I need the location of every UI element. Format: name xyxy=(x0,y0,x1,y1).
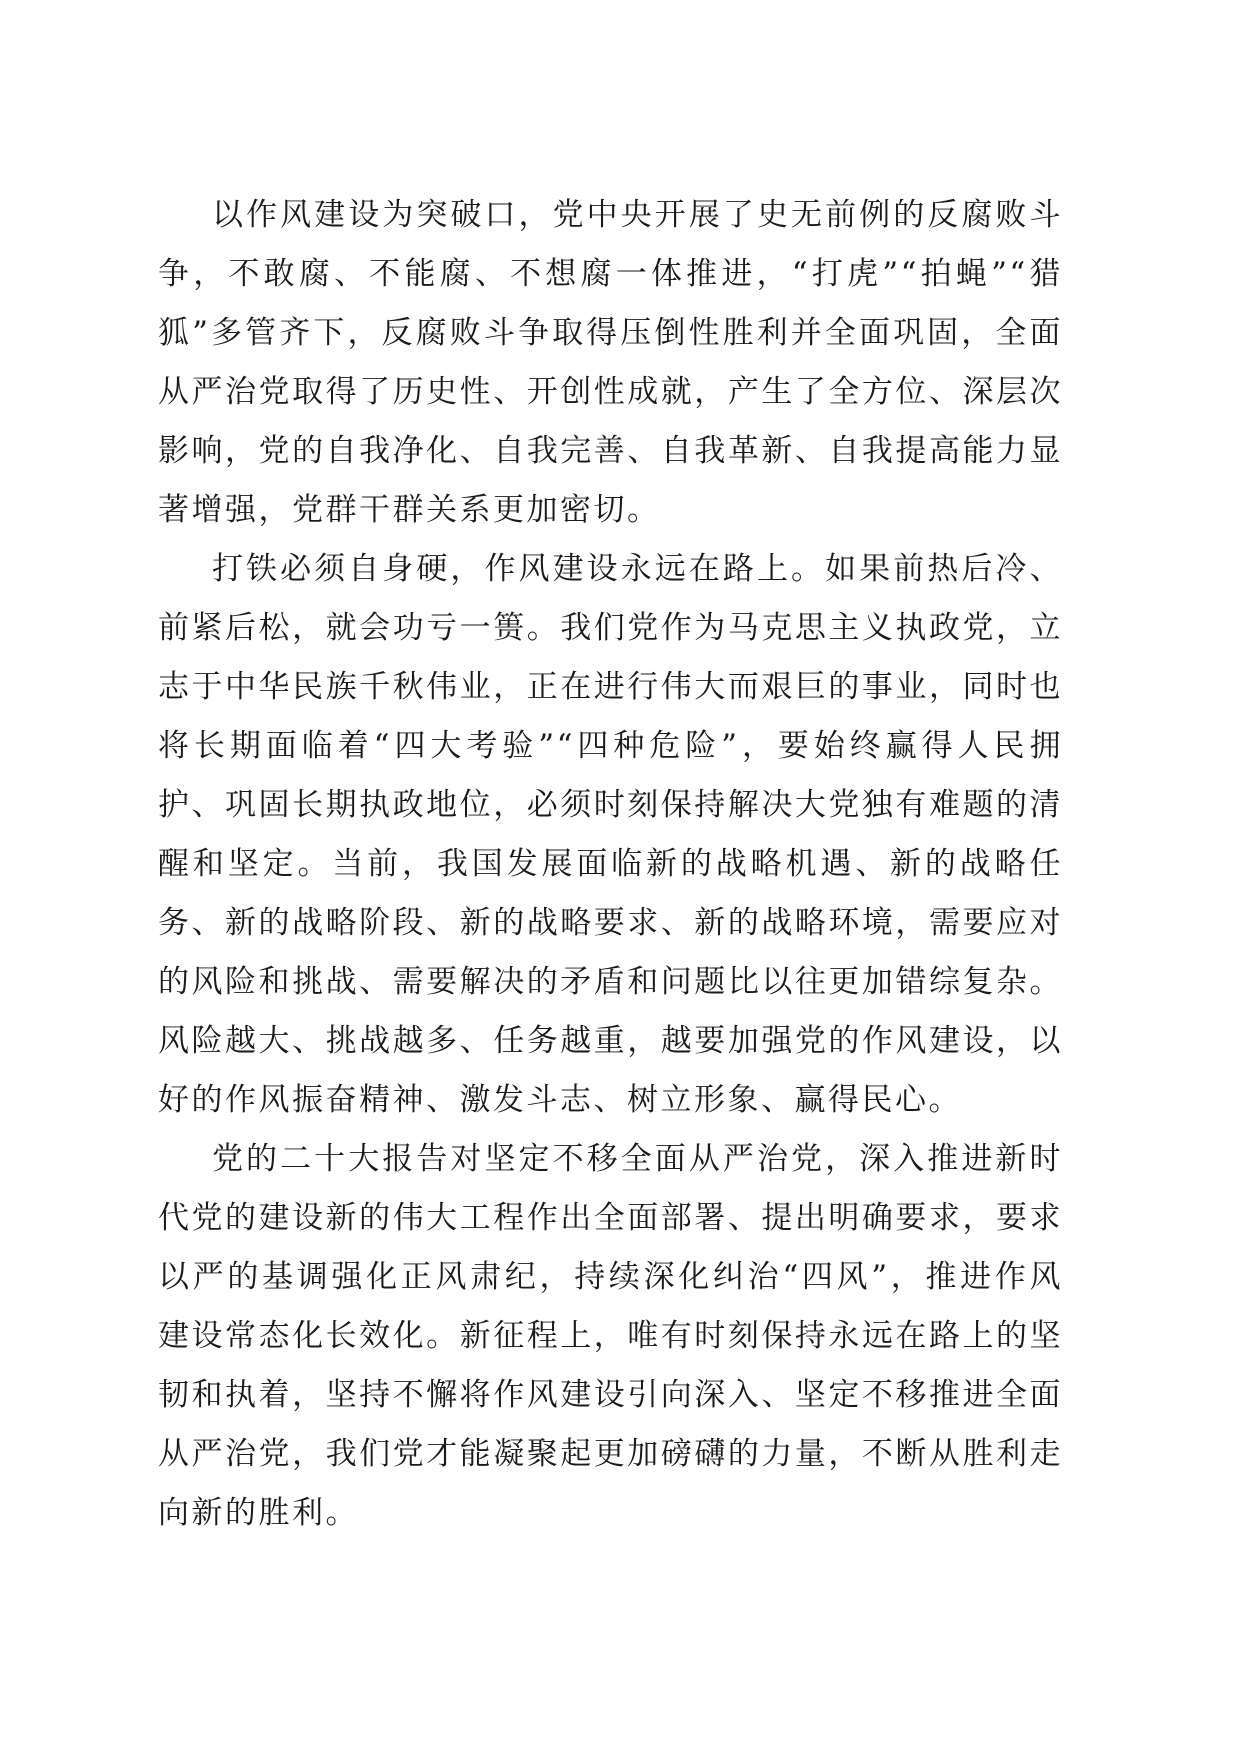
paragraph-1: 以作风建设为突破口，党中央开展了史无前例的反腐败斗争，不敢腐、不能腐、不想腐一体推进，“打虎”“拍蝇”“猎狐”多管齐下，反腐败斗争取得压倒性胜利并全面巩固，全面从严治党取得了历史性、开创性成就，产生了全方位、深层次影响，党的自我净化、自我完善、自我革新、自我提高能力显著增强，党群干群关系更加密切。 xyxy=(158,197,1063,528)
document-body xyxy=(158,186,1063,1543)
paragraph-2: 打铁必须自身硬，作风建设永远在路上。如果前热后冷、前紧后松，就会功亏一篑。我们党作为马克思主义执政党，立志于中华民族千秋伟业，正在进行伟大而艰巨的事业，同时也将长期面临着“四大考验”“四种危险”，要始终赢得人民拥护、巩固长期执政地位，必须时刻保持解决大党独有难题的清醒和坚定。当前，我国发展面临新的战略机遇、新的战略任务、新的战略阶段、新的战略要求、新的战略环境，需要应对的风险和挑战、需要解决的矛盾和问题比以往更加错综复杂。风险越大、挑战越多、任务越重，越要加强党的作风建设，以好的作风振奋精神、激发斗志、树立形象、赢得民心。 xyxy=(158,551,1063,1118)
paragraph-3: 党的二十大报告对坚定不移全面从严治党，深入推进新时代党的建设新的伟大工程作出全面部署、提出明确要求，要求以严的基调强化正风肃纪，持续深化纠治“四风”，推进作风建设常态化长效化。新征程上，唯有时刻保持永远在路上的坚韧和执着，坚持不懈将作风建设引向深入、坚定不移推进全面从严治党，我们党才能凝聚起更加磅礴的力量，不断从胜利走向新的胜利。 xyxy=(158,1141,1063,1531)
